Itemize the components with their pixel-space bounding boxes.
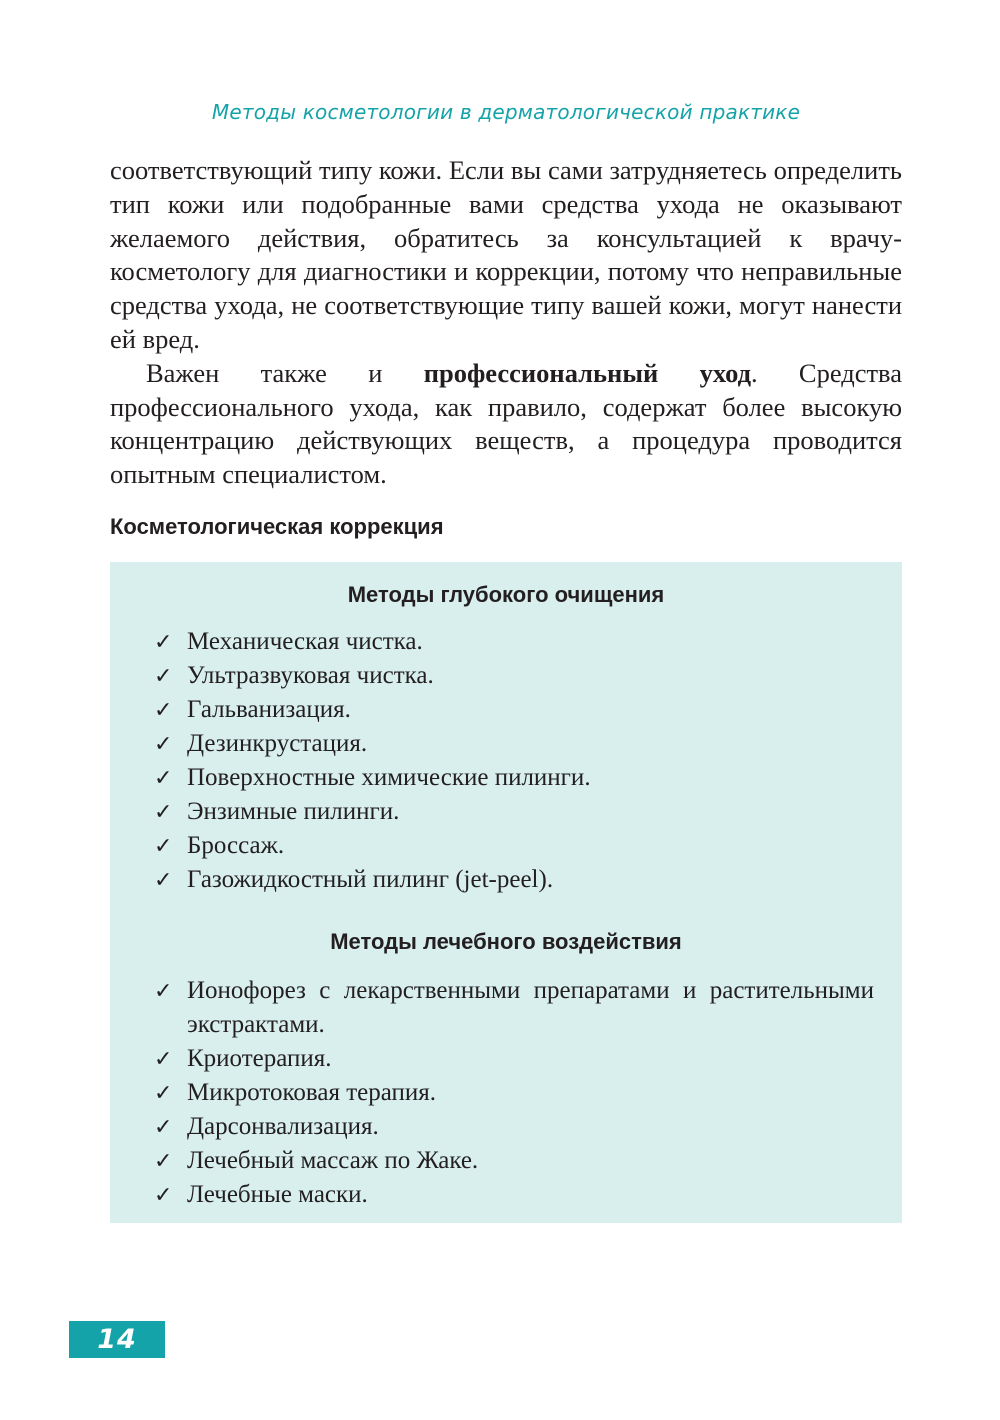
list-item bbox=[154, 1178, 874, 1212]
list-item bbox=[154, 625, 874, 659]
list-item bbox=[154, 693, 874, 727]
list-item bbox=[154, 761, 874, 795]
list-item-text: Ионофорез с лекарственными препаратами и растительными экстрактами. bbox=[187, 977, 874, 1038]
list-item bbox=[154, 974, 874, 1042]
paragraph-2-end: . Средства профессионального ухода, как правило, содержат более высокую концентрацию действующих веществ, а процедура проводится опытным специалистом. bbox=[110, 357, 902, 490]
checkmark-icon: ✓ bbox=[154, 731, 173, 756]
list-item-text: Газожидкостный пилинг (jet-peel). bbox=[187, 866, 554, 893]
therapeutic-heading: Методы лечебного воздействия bbox=[330, 929, 682, 954]
list-item bbox=[154, 1042, 874, 1076]
checkmark-icon: ✓ bbox=[154, 833, 173, 858]
list-item-text: Лечебный массаж по Жаке. bbox=[187, 1147, 479, 1174]
list-item bbox=[154, 829, 874, 863]
list-item-text: Дарсонвализация. bbox=[187, 1113, 379, 1140]
body-text bbox=[110, 154, 902, 492]
checkmark-icon: ✓ bbox=[154, 629, 173, 654]
list-item-text: Броссаж. bbox=[187, 832, 285, 859]
list-item-text: Лечебные маски. bbox=[187, 1181, 368, 1208]
checkmark-icon: ✓ bbox=[154, 799, 173, 824]
deep-cleansing-heading: Методы глубокого очищения bbox=[347, 582, 665, 607]
list-item-text: Криотерапия. bbox=[187, 1045, 332, 1072]
list-item-text: Гальванизация. bbox=[187, 696, 351, 723]
list-item bbox=[154, 863, 874, 897]
list-item bbox=[154, 659, 874, 693]
page-number: 14 bbox=[97, 1324, 137, 1355]
list-item-text: Дезинкрустация. bbox=[187, 730, 368, 757]
checkmark-icon: ✓ bbox=[154, 1080, 173, 1105]
list-item bbox=[154, 727, 874, 761]
checkmark-icon: ✓ bbox=[154, 765, 173, 790]
section-heading: Косметологическая коррекция bbox=[110, 514, 444, 539]
list-item-text: Поверхностные химические пилинги. bbox=[187, 764, 591, 791]
running-header: Методы косметологии в дерматологической практике bbox=[211, 100, 801, 124]
checkmark-icon: ✓ bbox=[154, 1114, 173, 1139]
paragraph-2-bold-term: профессиональный уход bbox=[423, 357, 751, 388]
checkmark-icon: ✓ bbox=[154, 1148, 173, 1173]
list-item-text: Микротоковая терапия. bbox=[187, 1079, 437, 1106]
list-item-text: Ультразвуковая чистка. bbox=[187, 662, 434, 689]
checkmark-icon: ✓ bbox=[154, 1182, 173, 1207]
checkmark-icon: ✓ bbox=[154, 663, 173, 688]
therapeutic-list bbox=[154, 974, 874, 1212]
page-number-block bbox=[69, 1321, 165, 1358]
paragraph-1: соответствующий типу кожи. Если вы сами затрудняетесь определить тип кожи или подобранные вами средства ухода не оказывают желаемого действия, обратитесь за консультацией к врачу-косметологу для диагностики и коррекции, потому что неправильные средства ухода, не соответствующие типу вашей кожи, могут нанести ей вред. bbox=[110, 155, 902, 354]
checkmark-icon: ✓ bbox=[154, 978, 173, 1003]
paragraph-2-start: Важен также и bbox=[146, 357, 424, 388]
list-item bbox=[154, 1076, 874, 1110]
checkmark-icon: ✓ bbox=[154, 697, 173, 722]
checkmark-icon: ✓ bbox=[154, 1046, 173, 1071]
list-item-text: Механическая чистка. bbox=[187, 628, 423, 655]
deep-cleansing-list bbox=[154, 625, 874, 897]
list-item bbox=[154, 1110, 874, 1144]
checkmark-icon: ✓ bbox=[154, 867, 173, 892]
list-item-text: Энзимные пилинги. bbox=[187, 798, 400, 825]
paragraph-2 bbox=[110, 357, 902, 492]
list-item bbox=[154, 1144, 874, 1178]
methods-box bbox=[110, 562, 902, 1223]
list-item bbox=[154, 795, 874, 829]
